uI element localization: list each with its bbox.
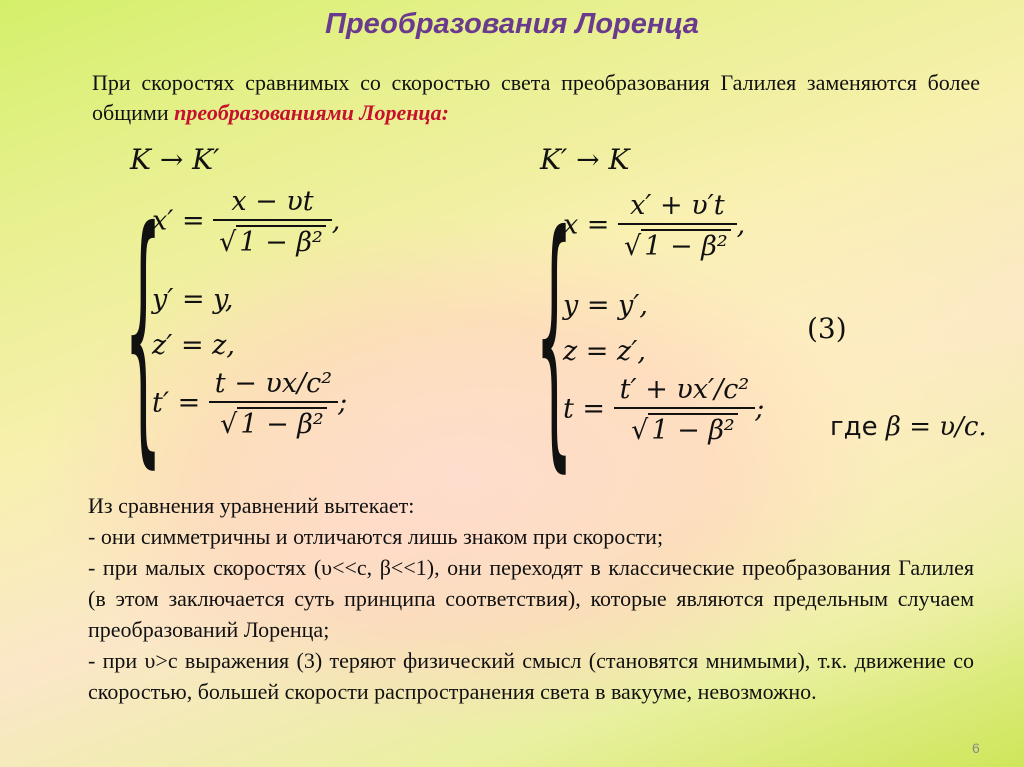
left-x-tail: , (331, 205, 341, 237)
left-x-numerator: x − υt (231, 186, 314, 217)
left-y-equation: y′ = y, (152, 284, 234, 315)
left-t-fraction (209, 368, 338, 440)
left-t-tail: ; (338, 387, 348, 419)
right-heading: K′ → K (540, 143, 630, 176)
right-y-equation: y = y′, (563, 290, 649, 321)
intro-accent: преобразованиями Лоренца: (174, 100, 449, 125)
left-x-denominator: 1 − β² (236, 225, 325, 258)
right-t-tail: ; (755, 393, 765, 425)
right-x-tail: , (736, 209, 746, 241)
slide-title: Преобразования Лоренца (325, 8, 699, 40)
right-t-equation (563, 374, 764, 446)
page-number: 6 (972, 740, 980, 756)
left-t-numerator: t − υx/c² (214, 368, 333, 399)
sqrt-icon: √ 1 − β² (624, 229, 731, 262)
conclusion-block (88, 490, 974, 707)
right-x-denominator: 1 − β² (641, 229, 730, 262)
right-brace: { (535, 180, 574, 499)
left-z-equation: z′ = z, (152, 330, 235, 361)
right-t-numerator: t′ + υx′/c² (619, 374, 750, 405)
left-t-lhs: t′ = (152, 387, 201, 419)
conclusion-intro: Из сравнения уравнений вытекает: (88, 493, 415, 518)
right-z-equation: z = z′, (563, 336, 646, 367)
intro-text: При скоростях сравнимых со скоростью света преобразования Галилея заменяются более общими (92, 70, 980, 125)
conclusion-item-low-speed: - при малых скоростях (υ<<c, β<<1), они переходят в классические преобразования Галилея (в этом заключается суть принципа соответствия), которые являются предельным случаем преобразований Лоренца; (88, 555, 974, 642)
right-x-numerator: x′ + υ′t (630, 190, 725, 221)
equation-label: (3) (807, 312, 847, 345)
right-x-equation (563, 190, 745, 262)
sqrt-icon: √ 1 − β² (219, 225, 326, 258)
right-x-fraction (618, 190, 737, 262)
where-clause (830, 412, 987, 442)
where-expression: β = υ/c. (885, 412, 987, 442)
sqrt-icon: √ 1 − β² (220, 407, 327, 440)
conclusion-item-superluminal: - при υ>c выражения (3) теряют физический смысл (становятся мнимыми), т.к. движение со скоростью, большей скорости распространения света в вакууме, невозможно. (88, 648, 974, 704)
conclusion-item-symmetric: - они симметричны и отличаются лишь знаком при скорости; (88, 524, 664, 549)
left-heading: K → K′ (130, 143, 220, 176)
right-t-lhs: t = (563, 393, 606, 425)
right-t-denominator: 1 − β² (648, 413, 737, 446)
where-word: где (830, 412, 878, 442)
left-x-lhs: x′ = (152, 205, 205, 237)
left-t-equation (152, 368, 347, 440)
right-x-lhs: x = (563, 209, 610, 241)
left-t-denominator: 1 − β² (237, 407, 326, 440)
left-brace: { (124, 176, 163, 495)
sqrt-icon: √ 1 − β² (631, 413, 738, 446)
left-x-equation (152, 186, 340, 258)
left-x-fraction (213, 186, 332, 258)
intro-paragraph (46, 68, 980, 128)
right-t-fraction (614, 374, 756, 446)
